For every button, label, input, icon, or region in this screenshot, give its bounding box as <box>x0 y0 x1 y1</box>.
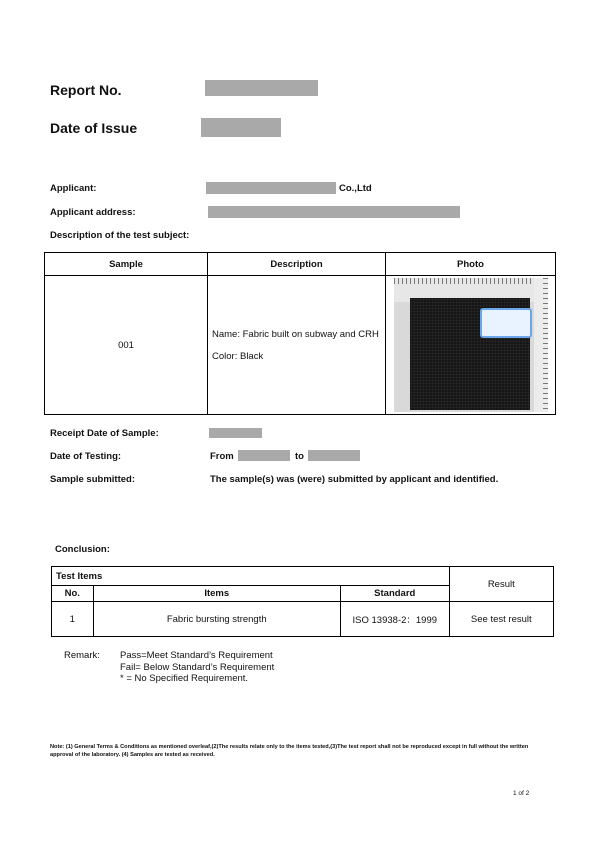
description-cell <box>208 276 386 415</box>
remark-lines <box>120 650 274 685</box>
sample-submitted-label: Sample submitted: <box>50 474 135 485</box>
applicant-redaction <box>206 182 336 194</box>
row-no: 1 <box>52 602 94 637</box>
note-text: Note: (1) General Terms & Conditions as mentioned overleaf,(2)The results relate only to the items tested,(3)The test report shall not be reproduced except in full without the written approval of the laboratory. (4) Samples are tested as received. <box>50 744 529 758</box>
subject-table <box>44 252 556 415</box>
report-no-redaction <box>205 80 318 96</box>
row-standard: ISO 13938-2：1999 <box>340 602 449 637</box>
receipt-date-redaction <box>209 428 262 438</box>
ruler-marking <box>538 374 546 392</box>
receipt-date-label: Receipt Date of Sample: <box>50 428 159 439</box>
applicant-address-label: Applicant address: <box>50 207 136 218</box>
fabric-sample-photo <box>394 278 548 412</box>
photo-header: Photo <box>386 253 556 276</box>
description-name: Name: Fabric built on subway and CRH <box>212 328 379 340</box>
conclusion-table <box>51 566 554 637</box>
test-items-label: Test Items <box>52 567 450 586</box>
testing-to-redaction <box>308 450 360 461</box>
sample-submitted-text: The sample(s) was (were) submitted by applicant and identified. <box>210 474 499 485</box>
applicant-label: Applicant: <box>50 183 97 194</box>
to-label: to <box>295 451 304 462</box>
sample-header: Sample <box>45 253 208 276</box>
description-color: Color: Black <box>212 350 264 362</box>
sample-id: 001 <box>45 276 208 415</box>
page-number: 1 of 2 <box>513 790 530 797</box>
table-row <box>52 602 554 637</box>
result-header: Result <box>449 567 553 602</box>
applicant-address-redaction <box>208 206 460 218</box>
date-of-issue-label: Date of Issue <box>50 120 138 136</box>
conclusion-label: Conclusion: <box>55 544 110 555</box>
row-item: Fabric bursting strength <box>93 602 340 637</box>
description-label: Description of the test subject: <box>50 230 190 241</box>
sample-tag <box>480 308 532 338</box>
description-header: Description <box>208 253 386 276</box>
standard-header: Standard <box>340 586 449 602</box>
remark-label: Remark: <box>64 650 100 661</box>
photo-cell <box>386 276 556 415</box>
date-of-issue-redaction <box>201 118 281 137</box>
date-of-testing-label: Date of Testing: <box>50 451 122 462</box>
no-header: No. <box>52 586 94 602</box>
testing-from-redaction <box>238 450 290 461</box>
items-header: Items <box>93 586 340 602</box>
remark-line-nospec: * = No Specified Requirement. <box>120 673 249 684</box>
applicant-company-suffix: Co.,Ltd <box>339 183 372 194</box>
row-result: See test result <box>449 602 553 637</box>
remark-line-pass: Pass=Meet Standard’s Requirement <box>120 650 273 661</box>
from-label: From <box>210 451 234 462</box>
report-no-label: Report No. <box>50 82 122 98</box>
remark-line-fail: Fail= Below Standard’s Requirement <box>120 661 275 673</box>
